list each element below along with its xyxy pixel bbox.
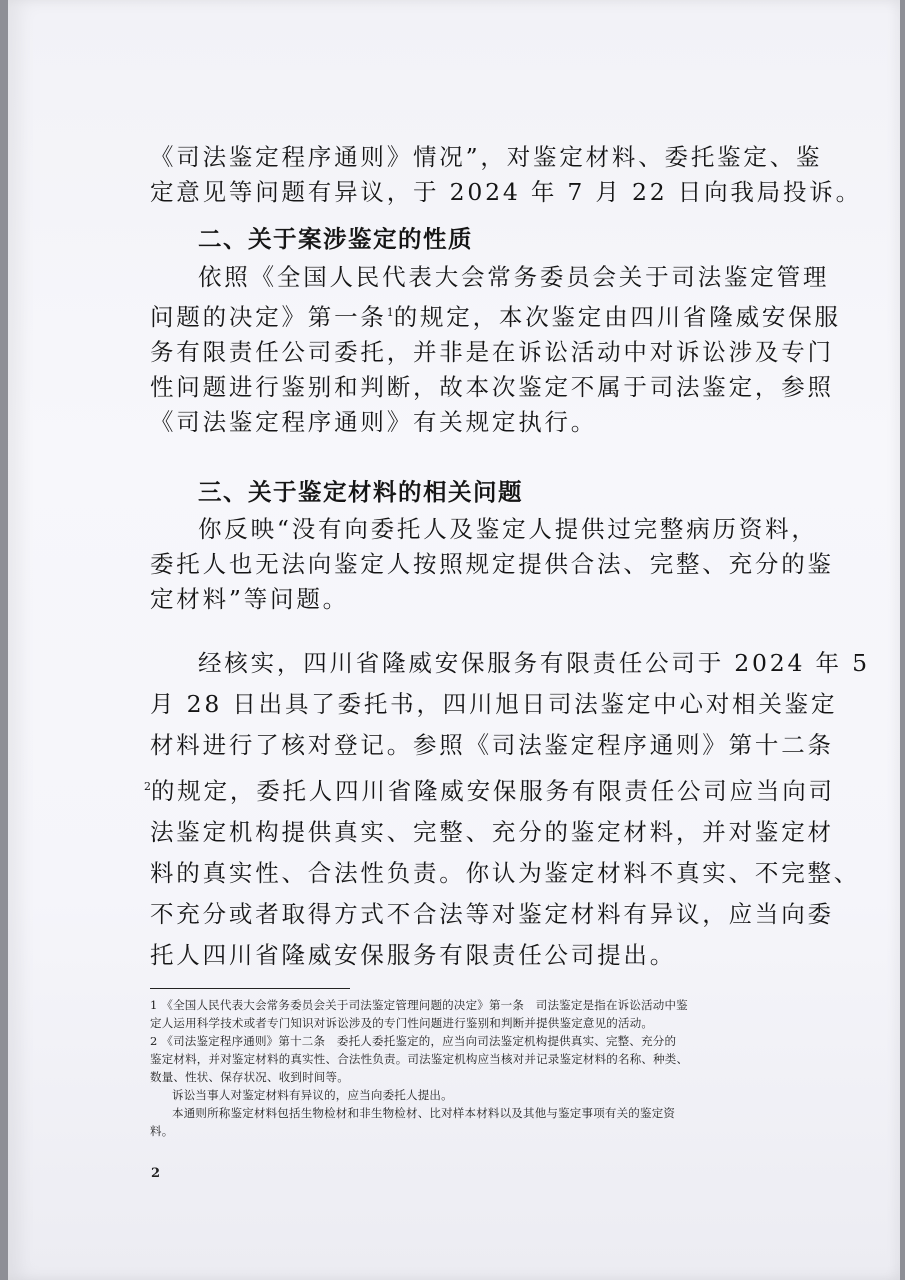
text-line: 不充分或者取得方式不合法等对鉴定材料有异议，应当向委 xyxy=(150,900,834,928)
text-line: 托人四川省隆威安保服务有限责任公司提出。 xyxy=(150,941,676,969)
text-fragment: 的规定，委托人四川省隆威安保服务有限责任公司应当向司 xyxy=(151,777,835,805)
footnote-2-line: 料。 xyxy=(150,1124,174,1138)
text-line: 委托人也无法向鉴定人按照规定提供合法、完整、充分的鉴 xyxy=(150,550,834,578)
footnote-2-line: 本通则所称鉴定材料包括生物检材和非生物检材、比对样本材料以及其他与鉴定事项有关的鉴定资 xyxy=(172,1106,676,1120)
footnotes xyxy=(150,996,825,1140)
text-fragment: 问题的决定》第一条 xyxy=(150,303,387,331)
text-line: 经核实，四川省隆威安保服务有限责任公司于 2024 年 5 xyxy=(198,649,870,677)
text-line xyxy=(150,295,841,335)
footnote-2-line: 2 《司法鉴定程序通则》第十二条 委托人委托鉴定的，应当向司法鉴定机构提供真实、完整、充分的 xyxy=(150,1034,677,1048)
paragraph-complaint xyxy=(150,512,834,617)
text-line: 《司法鉴定程序通则》情况”，对鉴定材料、委托鉴定、鉴 xyxy=(150,143,823,171)
section-heading-2 xyxy=(150,222,815,257)
text-line: 料的真实性、合法性负责。你认为鉴定材料不真实、不完整、 xyxy=(150,859,861,887)
footnote-2-line: 鉴定材料，并对鉴定材料的真实性、合法性负责。司法鉴定机构应当核对并记录鉴定材料的名称、种类、 xyxy=(150,1052,689,1066)
document-page xyxy=(8,0,900,1280)
text-line: 定意见等问题有异议，于 2024 年 7 月 22 日向我局投诉。 xyxy=(150,178,862,206)
footnote-ref-1: 1 xyxy=(386,306,394,319)
footnote-2-line: 诉讼当事人对鉴定材料有异议的，应当向委托人提出。 xyxy=(172,1088,453,1102)
section-heading-3 xyxy=(150,475,815,510)
text-line: 月 28 日出具了委托书，四川旭日司法鉴定中心对相关鉴定 xyxy=(150,690,838,718)
heading-text: 二、关于案涉鉴定的性质 xyxy=(198,225,473,253)
footnote-1-line: 1 《全国人民代表大会常务委员会关于司法鉴定管理问题的决定》第一条 司法鉴定是指在诉讼活动中鉴 xyxy=(150,998,688,1012)
text-line: 材料进行了核对登记。参照《司法鉴定程序通则》第十二条 xyxy=(150,731,834,759)
heading-text: 三、关于鉴定材料的相关问题 xyxy=(198,478,523,506)
footnote-2-line: 数量、性状、保存状况、收到时间等。 xyxy=(150,1070,349,1084)
text-line: 《司法鉴定程序通则》有关规定执行。 xyxy=(150,408,598,436)
text-line: 你反映“没有向委托人及鉴定人提供过完整病历资料， xyxy=(198,515,818,543)
text-line: 依照《全国人民代表大会常务委员会关于司法鉴定管理 xyxy=(198,263,830,291)
page-number: 2 xyxy=(151,1166,161,1181)
text-line: 务有限责任公司委托，并非是在诉讼活动中对诉讼涉及专门 xyxy=(150,338,834,366)
paragraph-nature xyxy=(150,260,841,440)
text-line: 法鉴定机构提供真实、完整、充分的鉴定材料，并对鉴定材 xyxy=(150,818,834,846)
footnote-ref-2: 2 xyxy=(144,780,151,793)
paragraph-verification xyxy=(144,643,870,976)
text-line: 定材料”等问题。 xyxy=(150,585,349,613)
footnote-separator xyxy=(150,988,350,989)
footnote-1-line: 定人运用科学技术或者专门知识对诉讼涉及的专门性问题进行鉴别和判断并提供鉴定意见的活动。 xyxy=(150,1016,654,1030)
text-line: 性问题进行鉴别和判断，故本次鉴定不属于司法鉴定，参照 xyxy=(150,373,834,401)
text-fragment: 的规定，本次鉴定由四川省隆威安保服 xyxy=(393,303,841,331)
paragraph-continued xyxy=(150,140,862,210)
text-line xyxy=(144,766,835,812)
